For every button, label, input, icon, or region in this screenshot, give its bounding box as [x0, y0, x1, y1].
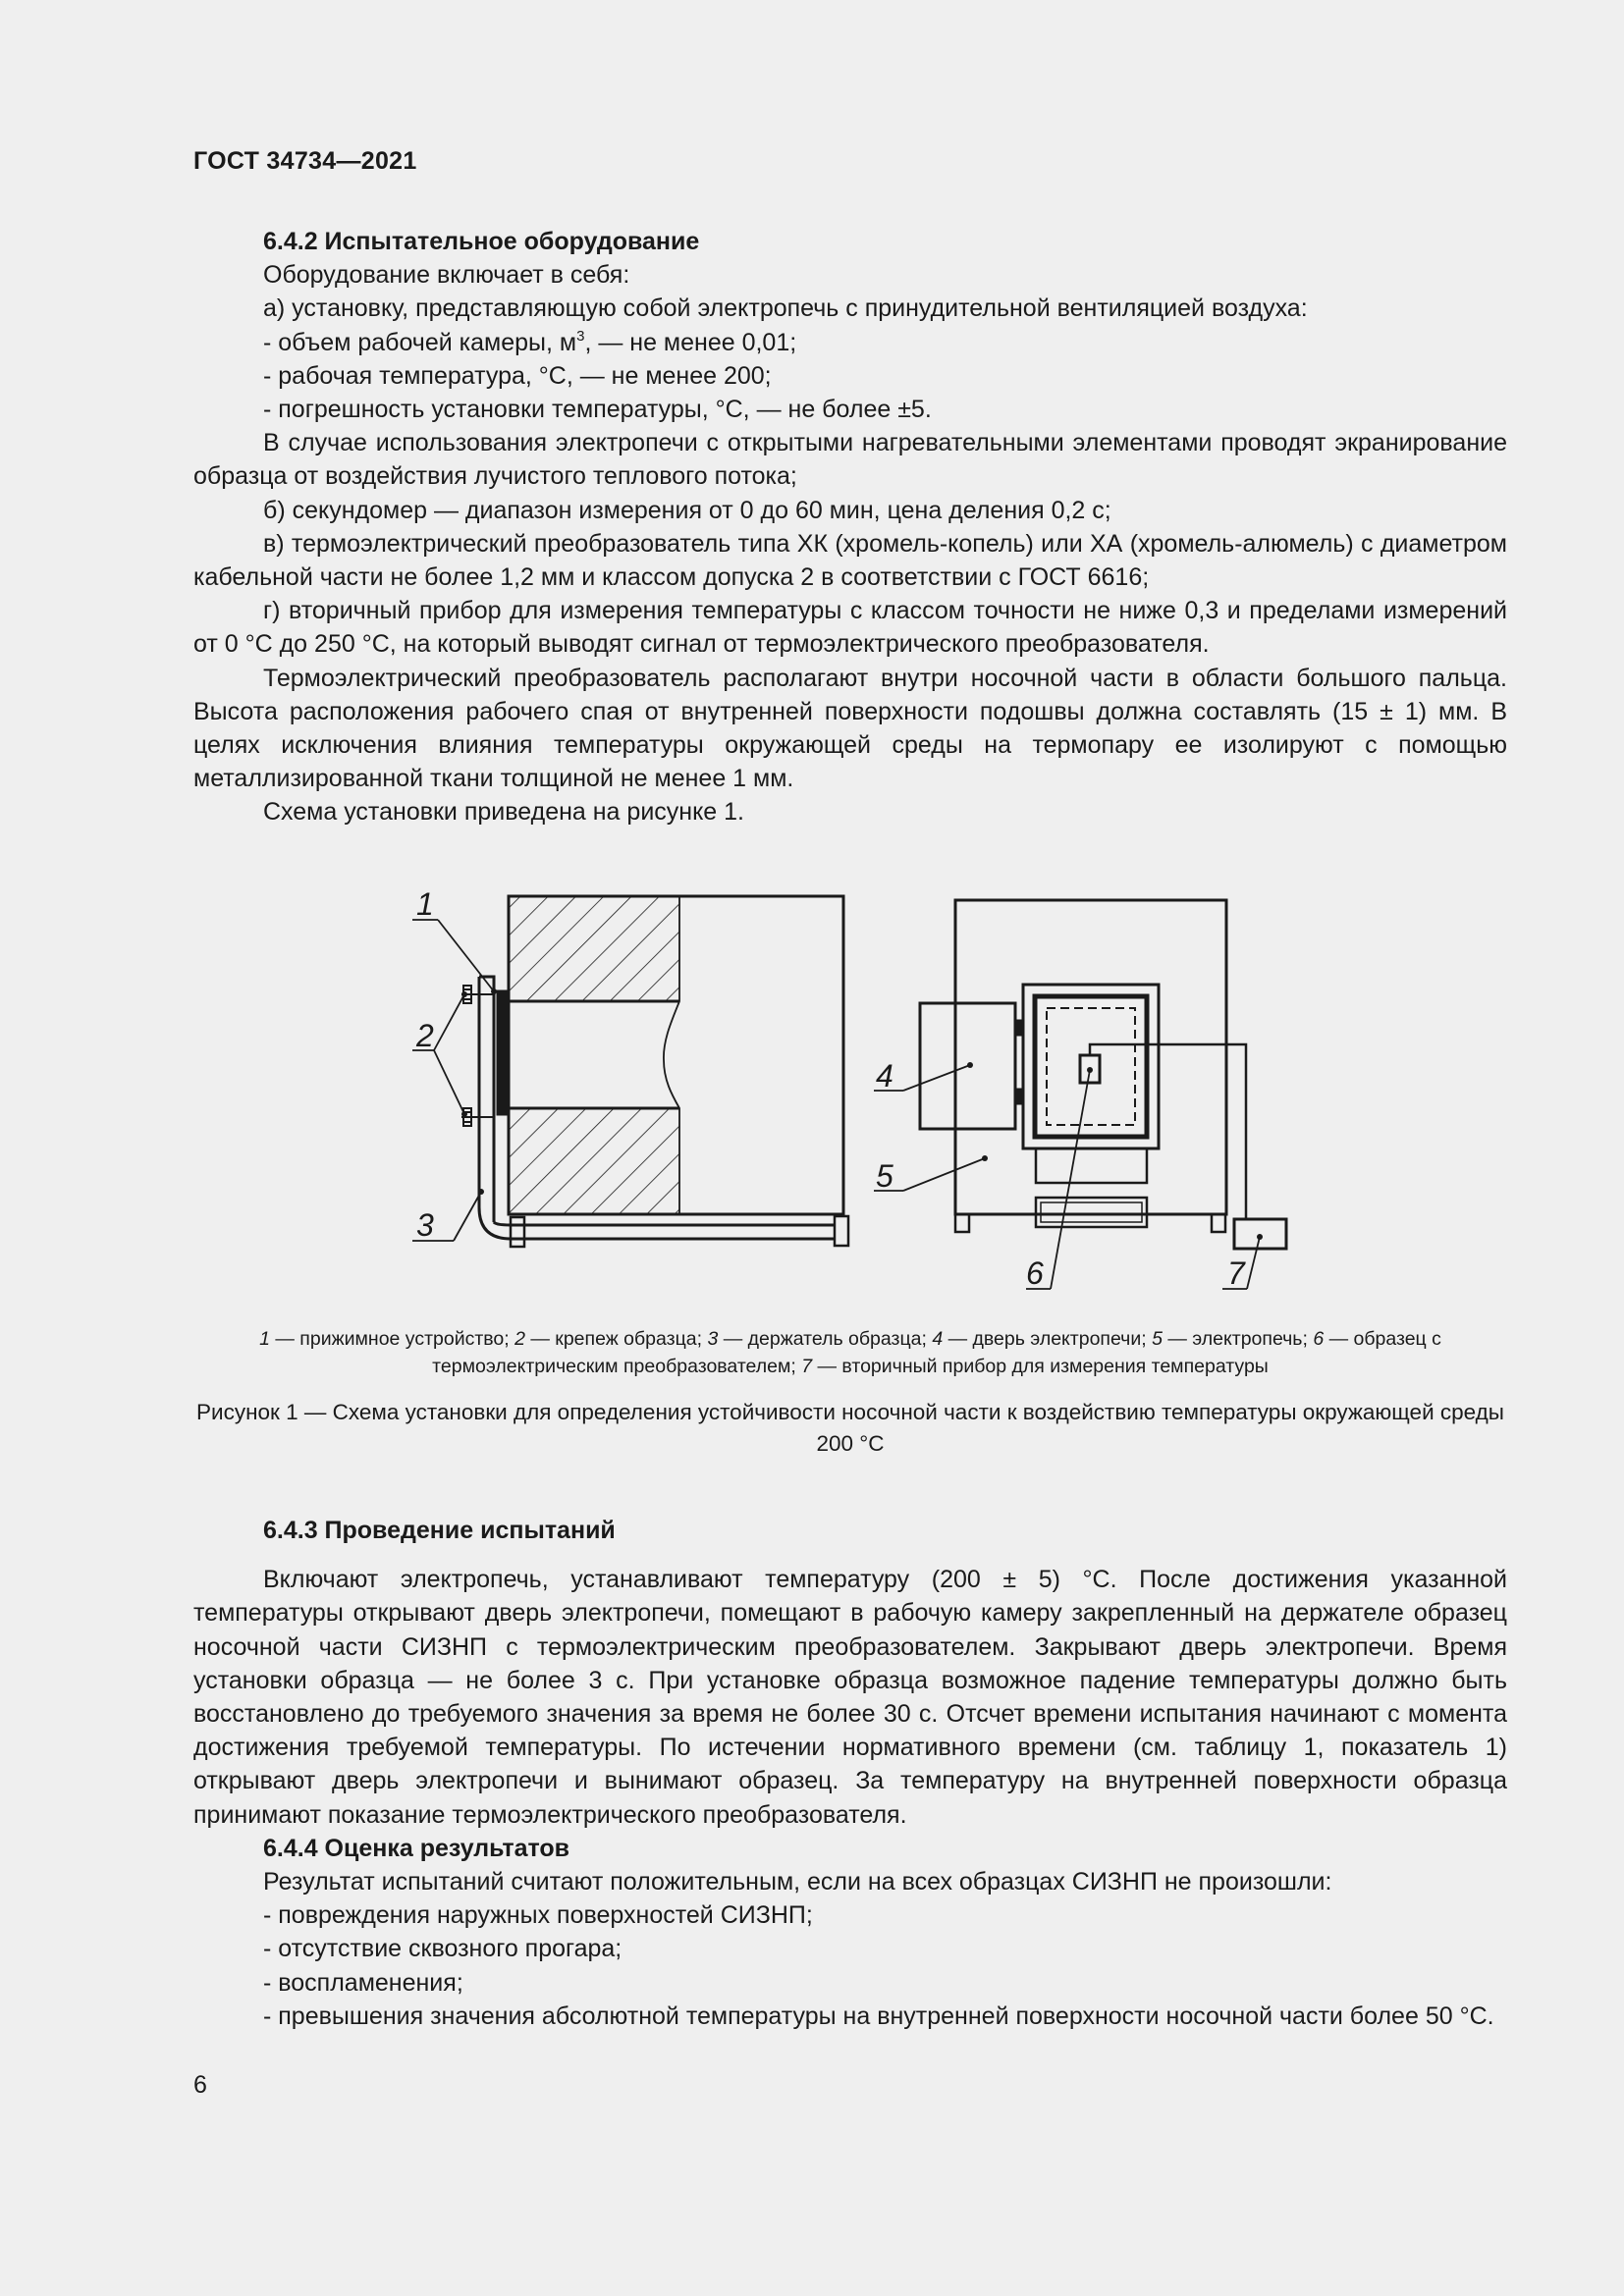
hatched-wall-top — [509, 896, 679, 1001]
figure-label-4: 4 — [876, 1058, 893, 1094]
section-6-4-2 — [193, 225, 1507, 829]
list-item: - повреждения наружных поверхностей СИЗНП; — [263, 1901, 813, 1930]
thermocouple-wire — [1090, 1044, 1246, 1219]
chamber-dashed — [1047, 1008, 1135, 1125]
figure-legend: 1 — прижимное устройство; 2 — крепеж образца; 3 — держатель образца; 4 — дверь электропечи; 5 — электропечь; 6 — образец с термоэлектрическим преобразователем; 7 — вторичный прибор для измерения температуры — [259, 1328, 1441, 1377]
paragraph: Термоэлектрический преобразователь располагают внутри носочной части в области большого пальца. Высота расположения рабочего спая от внутренней поверхности подошвы должна составлять (15 ± 1) мм. В целях исключения влияния температуры окружающей среды на термопару ее изолируют с помощью металлизированной ткани толщиной не менее 1 мм. — [193, 664, 1507, 793]
figure-label-1: 1 — [416, 886, 434, 922]
list-item: - воспламенения; — [263, 1968, 463, 1997]
sections-6-4-3-and-6-4-4 — [193, 1514, 1507, 2033]
paragraph: Оборудование включает в себя: — [263, 261, 630, 290]
hatched-wall-bottom — [509, 1108, 679, 1214]
figure-caption: Рисунок 1 — Схема установки для определения устойчивости носочной части к воздействию температуры окружающей среды 200 °С — [196, 1400, 1504, 1456]
paragraph: Схема установки приведена на рисунке 1. — [263, 798, 745, 827]
figure-label-5: 5 — [876, 1158, 893, 1194]
paragraph: Результат испытаний считают положительным, если на всех образцах СИЗНП не произошли: — [263, 1868, 1332, 1896]
list-item: - погрешность установки температуры, °С, — не более ±5. — [263, 396, 932, 424]
document-header: ГОСТ 34734—2021 — [193, 147, 417, 175]
figure-label-3: 3 — [416, 1207, 434, 1243]
page-number: 6 — [193, 2071, 207, 2099]
list-item: - рабочая температура, °С, — не менее 200; — [263, 361, 772, 390]
list-item: - объем рабочей камеры, $м^3$, — не менее 0,01; — [263, 327, 797, 356]
section-heading: 6.4.2 Испытательное оборудование — [263, 228, 700, 255]
paragraph: В случае использования электропечи с открытыми нагревательными элементами проводят экранирование образца от воздействия лучистого теплового потока; — [193, 429, 1507, 491]
list-item: - отсутствие сквозного прогара; — [263, 1935, 623, 1963]
paragraph: а) установку, представляющую собой электропечь с принудительной вентиляцией воздуха: — [263, 294, 1308, 323]
list-item: - превышения значения абсолютной температуры на внутренней поверхности носочной части более 50 °С. — [263, 2002, 1494, 2030]
furnace-front-view — [955, 900, 1226, 1214]
chamber-inner — [1035, 996, 1147, 1137]
figure-label-2: 2 — [416, 1018, 434, 1053]
secondary-instrument — [1234, 1219, 1286, 1249]
figure-label-6: 6 — [1026, 1255, 1044, 1291]
figure-label-7: 7 — [1227, 1255, 1245, 1291]
paragraph: Включают электропечь, устанавливают температуру (200 ± 5) °С. После достижения указанной температуры открывают дверь электропечи, помещают в рабочую камеру закрепленный на держателе образец носочной части СИЗНП с термоэлектрическим преобразователем. Закрывают дверь электропечи. Время установки образца — не более 3 с. При установке образца возможное падение температуры должно быть восстановлено до требуемого значения за время не более 30 с. Отсчет времени испытания начинают с момента достижения требуемой температуры. По истечении нормативного времени (см. таблицу 1, показатель 1) открывают дверь электропечи и вынимают образец. За температуру на внутренней поверхности образца принимают показание термоэлектрического преобразователя. — [193, 1566, 1507, 1829]
list-item: в) термоэлектрический преобразователь типа ХК (хромель-копель) или ХА (хромель-алюмель) с диаметром кабельной части не более 1,2 мм и классом допуска 2 в соответствии с ГОСТ 6616; — [193, 529, 1507, 592]
figure-1-diagram — [393, 879, 1326, 1310]
section-heading: 6.4.4 Оценка результатов — [263, 1834, 570, 1862]
section-heading: 6.4.3 Проведение испытаний — [263, 1517, 616, 1544]
list-item: б) секундомер — диапазон измерения от 0 до 60 мин, цена деления 0,2 с; — [263, 496, 1111, 524]
chamber-outer — [1023, 985, 1159, 1148]
sample-plate — [498, 991, 509, 1114]
list-item: г) вторичный прибор для измерения температуры с классом точности не ниже 0,3 и пределами измерений от 0 °С до 250 °С, на который выводят сигнал от термоэлектрического преобразователя. — [193, 597, 1507, 659]
